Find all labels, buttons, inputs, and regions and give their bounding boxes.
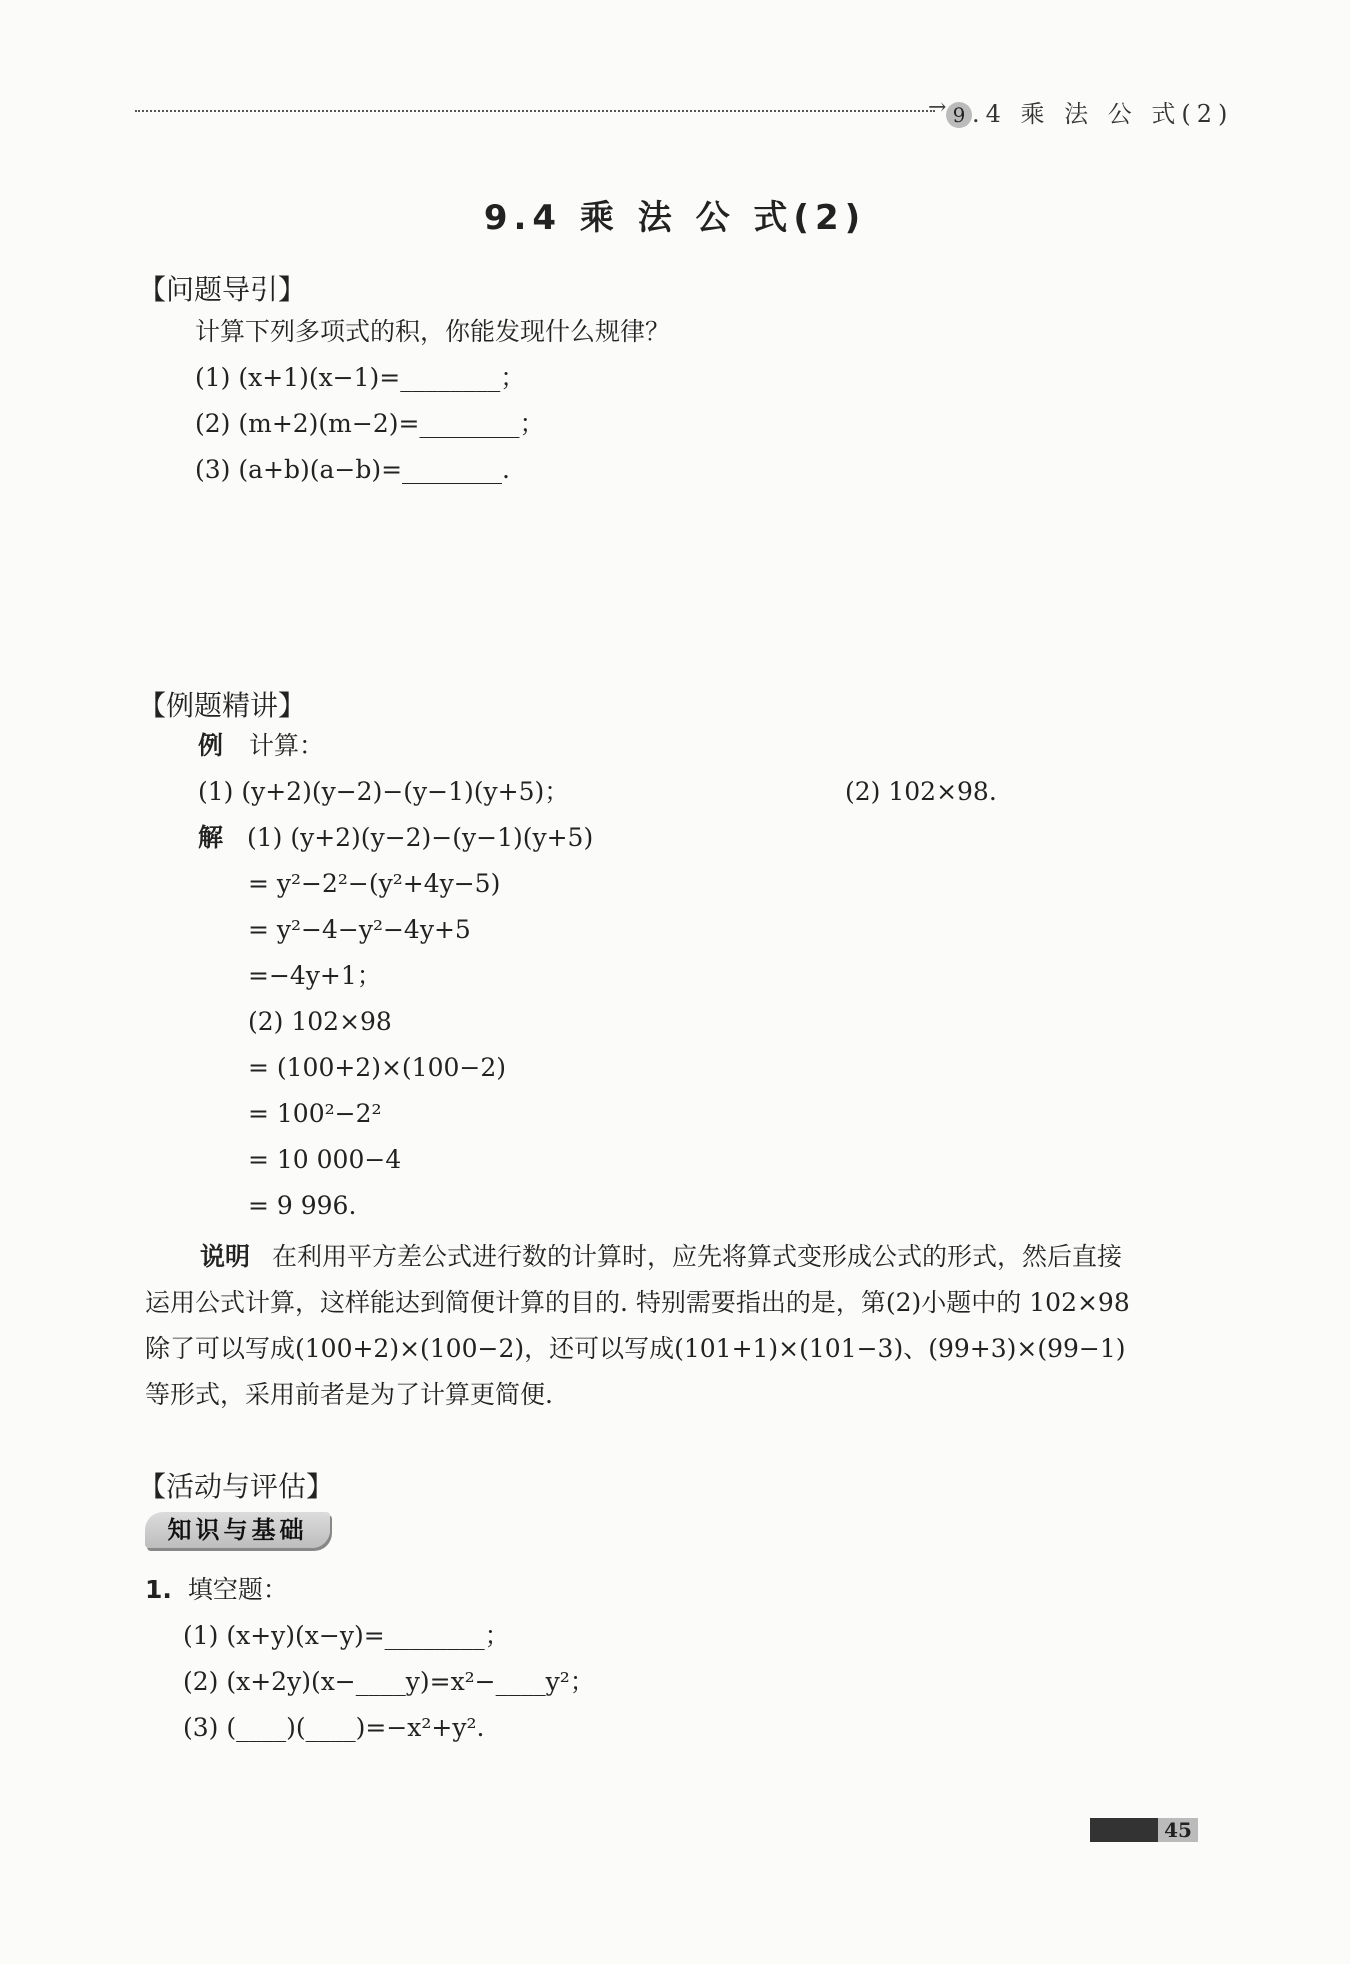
example-problem-1: (1) (y+2)(y−2)−(y−1)(y+5)； xyxy=(198,777,570,806)
note-label: 说明 xyxy=(200,1242,251,1271)
section-heading-intro: 【问题导引】 xyxy=(138,273,307,306)
page-number-bar xyxy=(1090,1818,1160,1842)
running-header: 9 .4 乘 法 公 式(2) xyxy=(946,94,1233,129)
solution-line: = 10 000−4 xyxy=(248,1145,402,1174)
question-text: 填空题： xyxy=(187,1575,288,1604)
header-arrow-icon: → xyxy=(928,95,947,120)
example-line xyxy=(198,729,324,763)
note-line-1: 说明 在利用平方差公式进行数的计算时，应先将算式变形成公式的形式，然后直接 xyxy=(200,1242,1122,1271)
example-problem-2: (2) 102×98. xyxy=(845,777,997,806)
intro-item: (2) (m+2)(m−2)=________； xyxy=(195,409,545,438)
solution-line: = 9 996. xyxy=(248,1191,357,1220)
activity-item: (1) (x+y)(x−y)=________； xyxy=(183,1621,510,1650)
note-line: 等形式，采用前者是为了计算更简便. xyxy=(145,1380,553,1409)
section-heading-example: 【例题精讲】 xyxy=(138,689,307,722)
intro-item: (1) (x+1)(x−1)=________； xyxy=(195,363,526,392)
section-heading-activity: 【活动与评估】 xyxy=(138,1470,335,1503)
knowledge-badge: 知识与基础 xyxy=(145,1512,330,1548)
question-number: 1. xyxy=(145,1575,172,1604)
chapter-circle: 9 xyxy=(946,102,972,128)
example-label: 例 xyxy=(198,731,224,760)
solution-line: = y²−2²−(y²+4y−5) xyxy=(248,869,501,898)
question-1 xyxy=(145,1573,288,1607)
solution-line: (2) 102×98 xyxy=(248,1007,392,1036)
activity-item: (2) (x+2y)(x−____y)=x²−____y²； xyxy=(183,1667,595,1696)
activity-item: (3) (____)(____)=−x²+y². xyxy=(183,1713,485,1742)
solution-line: =−4y+1； xyxy=(248,961,382,990)
solution-line: = (100+2)×(100−2) xyxy=(248,1053,506,1082)
solution-start xyxy=(198,821,593,855)
header-rule xyxy=(135,110,935,112)
page-number: 45 xyxy=(1158,1818,1198,1842)
solution-line: = y²−4−y²−4y+5 xyxy=(248,915,471,944)
note-line: 运用公式计算，这样能达到简便计算的目的. 特别需要指出的是，第(2)小题中的 102×98 xyxy=(145,1288,1130,1317)
intro-prompt: 计算下列多项式的积，你能发现什么规律？ xyxy=(195,317,671,346)
example-instruction: 计算： xyxy=(248,731,324,760)
intro-item: (3) (a+b)(a−b)=________. xyxy=(195,455,510,484)
solution-line: (1) (y+2)(y−2)−(y−1)(y+5) xyxy=(246,823,594,852)
solution-label: 解 xyxy=(198,823,224,852)
solution-line: = 100²−2² xyxy=(248,1099,382,1128)
note-line: 除了可以写成(100+2)×(100−2)，还可以写成(101+1)×(101−3)、(99+3)×(99−1) xyxy=(145,1334,1126,1363)
page-title: 9.4 乘 法 公 式(2) xyxy=(483,198,867,238)
